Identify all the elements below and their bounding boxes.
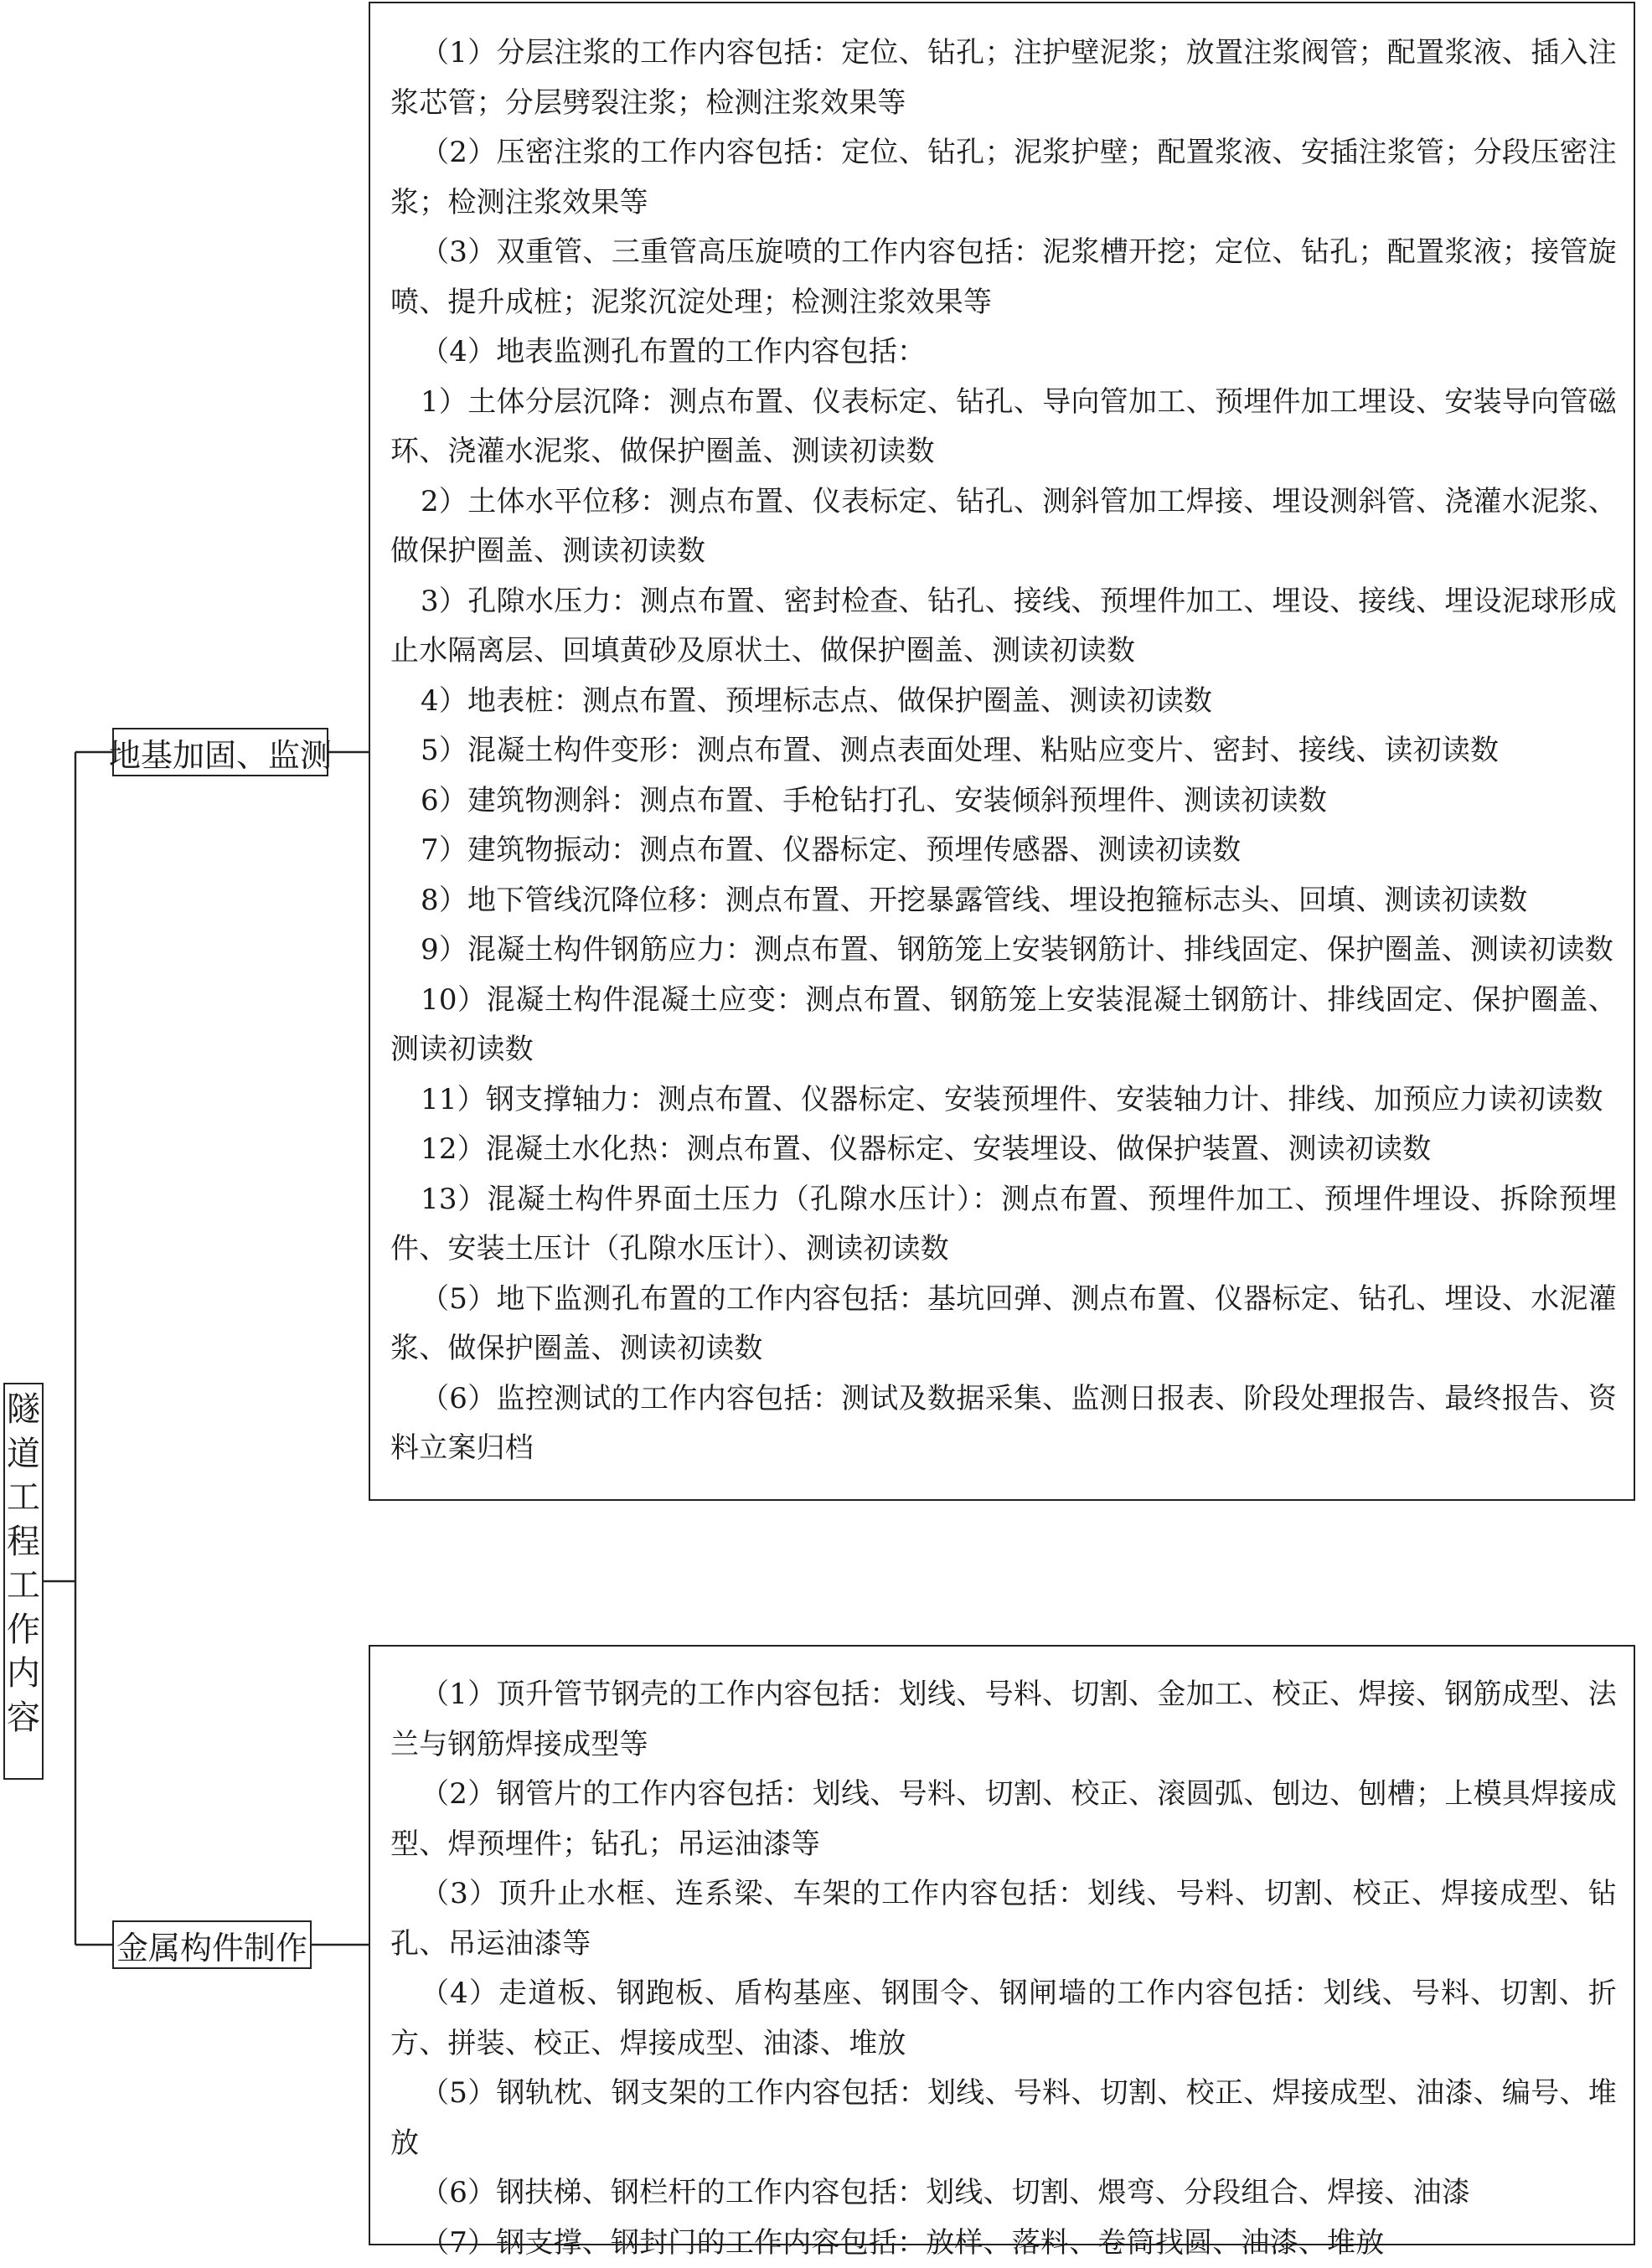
- content-item: 4）地表桩：测点布置、预埋标志点、做保护圈盖、测读初读数: [390, 677, 1617, 727]
- content-panel-metal-fabrication: [369, 1645, 1635, 2245]
- content-item: 12）混凝土水化热：测点布置、仪器标定、安装埋设、做保护装置、测读初读数: [390, 1125, 1617, 1175]
- content-item: 7）建筑物振动：测点布置、仪器标定、预埋传感器、测读初读数: [390, 826, 1617, 876]
- content-item: （7）钢支撑、钢封门的工作内容包括：放样、落料、卷筒找圆、油漆、堆放: [390, 2219, 1617, 2268]
- root-label-char: 工: [7, 1564, 40, 1608]
- content-panel-foundation-monitoring: [369, 2, 1635, 1501]
- content-item: （4）走道板、钢跑板、盾构基座、钢围令、钢闸墙的工作内容包括：划线、号料、切割、折方、拼装、校正、焊接成型、油漆、堆放: [390, 1969, 1617, 2069]
- content-item: （2）压密注浆的工作内容包括：定位、钻孔；泥浆护壁；配置浆液、安插注浆管；分段压密注浆；检测注浆效果等: [390, 128, 1617, 228]
- content-item: 3）孔隙水压力：测点布置、密封检查、钻孔、接线、预埋件加工、埋设、接线、埋设泥球形成止水隔离层、回填黄砂及原状土、做保护圈盖、测读初读数: [390, 577, 1617, 677]
- content-item: 9）混凝土构件钢筋应力：测点布置、钢筋笼上安装钢筋计、排线固定、保护圈盖、测读初读数: [390, 925, 1617, 976]
- root-node: [3, 1383, 44, 1780]
- root-label-char: 内: [7, 1652, 40, 1696]
- branch-label: 金属构件制作: [116, 1922, 307, 1968]
- content-item: 2）土体水平位移：测点布置、仪表标定、钻孔、测斜管加工焊接、埋设测斜管、浇灌水泥浆、做保护圈盖、测读初读数: [390, 477, 1617, 577]
- branch-label: 地基加固、监测: [109, 729, 332, 776]
- content-item: （6）钢扶梯、钢栏杆的工作内容包括：划线、切割、煨弯、分段组合、焊接、油漆: [390, 2168, 1617, 2219]
- content-item: （3）双重管、三重管高压旋喷的工作内容包括：泥浆槽开挖；定位、钻孔；配置浆液；接管旋喷、提升成桩；泥浆沉淀处理；检测注浆效果等: [390, 228, 1617, 327]
- branch-node-foundation-monitoring: [112, 728, 328, 776]
- content-item: 8）地下管线沉降位移：测点布置、开挖暴露管线、埋设抱箍标志头、回填、测读初读数: [390, 876, 1617, 926]
- content-item: （6）监控测试的工作内容包括：测试及数据采集、监测日报表、阶段处理报告、最终报告、资料立案归档: [390, 1374, 1617, 1474]
- root-label-char: 程: [7, 1520, 40, 1564]
- content-item: （5）钢轨枕、钢支架的工作内容包括：划线、号料、切割、校正、焊接成型、油漆、编号、堆放: [390, 2069, 1617, 2168]
- content-item: 6）建筑物测斜：测点布置、手枪钻打孔、安装倾斜预埋件、测读初读数: [390, 776, 1617, 827]
- content-item: （4）地表监测孔布置的工作内容包括：: [390, 327, 1617, 378]
- root-label-char: 作: [7, 1608, 40, 1652]
- content-item: 5）混凝土构件变形：测点布置、测点表面处理、粘贴应变片、密封、接线、读初读数: [390, 726, 1617, 776]
- content-item: 11）钢支撑轴力：测点布置、仪器标定、安装预埋件、安装轴力计、排线、加预应力读初读数: [390, 1075, 1617, 1126]
- root-label-char: 工: [7, 1476, 40, 1520]
- content-item: 1）土体分层沉降：测点布置、仪表标定、钻孔、导向管加工、预埋件加工埋设、安装导向管磁环、浇灌水泥浆、做保护圈盖、测读初读数: [390, 378, 1617, 477]
- content-item: （5）地下监测孔布置的工作内容包括：基坑回弹、测点布置、仪器标定、钻孔、埋设、水泥灌浆、做保护圈盖、测读初读数: [390, 1275, 1617, 1374]
- content-item: （1）顶升管节钢壳的工作内容包括：划线、号料、切割、金加工、校正、焊接、钢筋成型、法兰与钢筋焊接成型等: [390, 1670, 1617, 1770]
- root-label-char: 道: [7, 1432, 40, 1477]
- content-item: （3）顶升止水框、连系梁、车架的工作内容包括：划线、号料、切割、校正、焊接成型、钻孔、吊运油漆等: [390, 1869, 1617, 1969]
- root-label-char: 隧: [7, 1388, 40, 1432]
- content-item: （2）钢管片的工作内容包括：划线、号料、切割、校正、滚圆弧、刨边、刨槽；上模具焊接成型、焊预埋件；钻孔；吊运油漆等: [390, 1770, 1617, 1869]
- content-item: （1）分层注浆的工作内容包括：定位、钻孔；注护壁泥浆；放置注浆阀管；配置浆液、插入注浆芯管；分层劈裂注浆；检测注浆效果等: [390, 28, 1617, 128]
- content-item: 10）混凝土构件混凝土应变：测点布置、钢筋笼上安装混凝土钢筋计、排线固定、保护圈盖、测读初读数: [390, 976, 1617, 1075]
- branch-node-metal-fabrication: [112, 1920, 312, 1969]
- content-item: 13）混凝土构件界面土压力（孔隙水压计）：测点布置、预埋件加工、预埋件埋设、拆除预埋件、安装土压计（孔隙水压计）、测读初读数: [390, 1175, 1617, 1275]
- root-label-char: 容: [7, 1696, 40, 1740]
